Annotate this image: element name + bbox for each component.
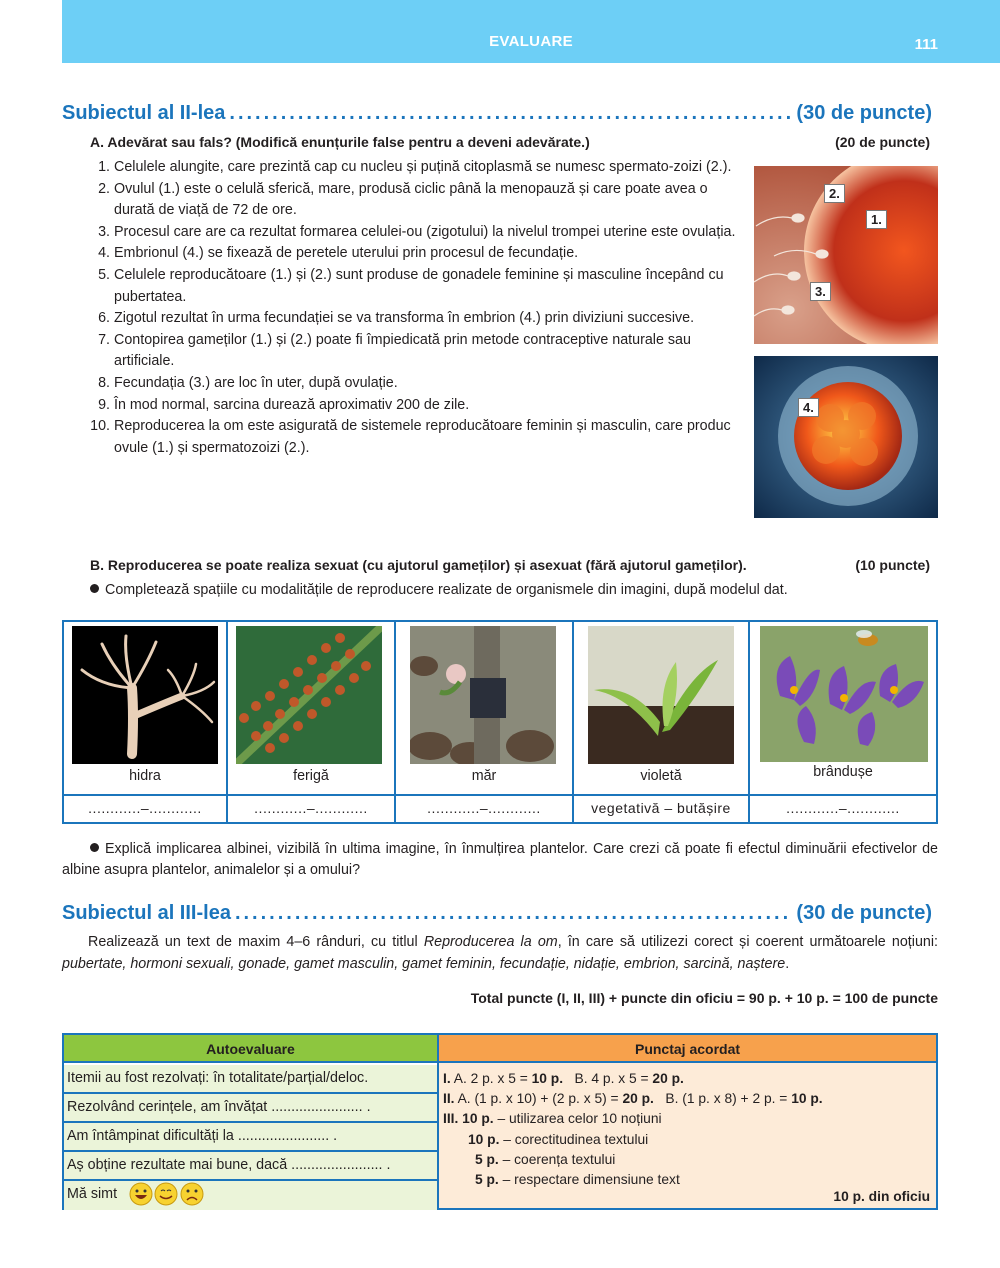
section-title: Subiectul al II-lea xyxy=(62,102,226,124)
list-item: 5. Celulele reproducătoare (1.) și (2.) sunt produse de gonadele feminine și masculine începând cu pubertatea. xyxy=(98,266,724,305)
organism-cell-crocus xyxy=(750,622,936,822)
organism-answer: ............–............ xyxy=(254,800,368,816)
bee-question xyxy=(62,839,938,881)
photo-label: 1. xyxy=(866,210,887,229)
bullet-dot xyxy=(90,843,99,852)
self-evaluation-header: Autoevaluare xyxy=(64,1035,437,1063)
smiling-face-icon xyxy=(155,1183,177,1205)
organisms-table xyxy=(62,620,938,824)
fern-image xyxy=(236,626,382,764)
score-line: II. A. (1 p. x 10) + (2 p. x 5) = 20 p. B. (1 p. x 8) + 2 p. = 10 p. xyxy=(443,1091,823,1107)
dot-leader xyxy=(235,902,792,925)
mood-icons xyxy=(129,1186,205,1202)
section-points: (30 de puncte) xyxy=(796,102,932,124)
header-band xyxy=(62,0,1000,63)
list-item: 6. Zigotul rezultat în urma fecundației se va transforma în embrion (4.) prin diviziuni succesive. xyxy=(98,310,695,327)
mood-row xyxy=(64,1181,437,1210)
embryo-photo xyxy=(754,356,938,518)
list-item: 3. Procesul care are ca rezultat formarea celulei-ou (zigotului) la nivelul trompei uterine este ovulația. xyxy=(98,223,736,240)
score-line: 10 p. – corectitudinea textului xyxy=(468,1131,649,1147)
crocus-bee-image xyxy=(760,626,928,762)
organism-cell-violet xyxy=(574,622,750,822)
score-breakdown xyxy=(443,1069,823,1190)
section-heading-3 xyxy=(62,902,932,925)
photo-label: 3. xyxy=(810,282,831,301)
part-b-instruction xyxy=(90,580,938,601)
organism-cell-hydra xyxy=(64,622,228,822)
sad-face-icon xyxy=(181,1183,203,1205)
task-text: Realizează un text de maxim 4–6 rânduri, cu titlul xyxy=(88,934,424,950)
organism-answer: ............–............ xyxy=(427,800,541,816)
section-title: Subiectul al III-lea xyxy=(62,902,231,924)
part-b-title: B. Reproducerea se poate realiza sexuat (cu ajutorul gameților) și asexuat (fără ajutorul gameților). xyxy=(90,557,747,573)
organism-answer: ............–............ xyxy=(786,800,900,816)
score-line: 5 p. – respectare dimensiune text xyxy=(475,1172,680,1188)
section-points: (30 de puncte) xyxy=(796,902,932,924)
true-false-list xyxy=(90,157,740,459)
evaluation-table xyxy=(62,1033,938,1210)
list-item: 10. Reproducerea la om este asigurată de sistemele reproducătoare feminin și masculin, care produc ovule (1.) și spermatozoizi (2.). xyxy=(90,418,731,456)
self-evaluation-column xyxy=(64,1035,439,1208)
list-item: 7. Contopirea gameților (1.) și (2.) poate fi împiedicată prin metode contraceptive naturale sau artificiale. xyxy=(98,331,691,370)
self-evaluation-row: Itemii au fost rezolvați: în totalitate/parțial/deloc. xyxy=(64,1065,437,1094)
list-item: 4. Embrionul (4.) se fixează de peretele uterului prin procesul de fecundație. xyxy=(98,245,579,262)
task-text: , în care să utilizezi corect și coerent următoarele noțiuni: xyxy=(557,934,938,950)
instruction-text: Completează spațiile cu modalitățile de reproducere realizate de organismele din imagini, după modelul dat. xyxy=(105,582,788,598)
score-line: III. 10 p. – utilizarea celor 10 noțiuni xyxy=(443,1111,662,1127)
organism-cell-fern xyxy=(228,622,396,822)
part-a-points: (20 de puncte) xyxy=(835,134,930,150)
dot-leader xyxy=(229,102,792,125)
list-item: 8. Fecundația (3.) are loc în uter, după ovulație. xyxy=(98,374,398,391)
hydra-image xyxy=(72,626,218,764)
photo-label: 4. xyxy=(798,398,819,417)
violet-cutting-image xyxy=(588,626,734,764)
self-evaluation-row: Rezolvând cerințele, am învățat ....................... . xyxy=(64,1094,437,1123)
organism-name: violetă xyxy=(640,768,682,784)
organism-answer: ............–............ xyxy=(88,800,202,816)
header-title: EVALUARE xyxy=(489,33,573,50)
score-header: Punctaj acordat xyxy=(439,1035,936,1063)
organism-name: brândușe xyxy=(813,764,873,780)
list-item: 1. Celulele alungite, care prezintă cap cu nucleu și puțină citoplasmă se numesc spermato-zoizi (2.). xyxy=(98,159,732,175)
list-item: 9. În mod normal, sarcina durează aproximativ 200 de zile. xyxy=(98,396,470,413)
total-points: Total puncte (I, II, III) + puncte din oficiu = 90 p. + 10 p. = 100 de puncte xyxy=(470,990,938,1006)
score-line: I. A. 2 p. x 5 = 10 p. B. 4 p. x 5 = 20 p. xyxy=(443,1071,684,1086)
photo-label: 2. xyxy=(824,184,845,203)
self-evaluation-row: Aș obține rezultate mai bune, dacă ....................... . xyxy=(64,1152,437,1181)
score-line: 5 p. – coerența textului xyxy=(475,1151,616,1167)
organism-cell-apple xyxy=(396,622,574,822)
task-terms: pubertate, hormoni sexuali, gonade, gamet masculin, gamet feminin, fecundație, nidație, embrion, sarcină, naștere xyxy=(62,955,786,972)
list-item: 2. Ovulul (1.) este o celulă sferică, mare, produsă ciclic până la menopauză și care poate avea o durată de viață de 72 de ore. xyxy=(98,180,708,219)
part-a-title: A. Adevărat sau fals? (Modifică enunțurile false pentru a deveni adevărate.) xyxy=(90,134,590,150)
official-points: 10 p. din oficiu xyxy=(833,1189,930,1204)
organism-name: ferigă xyxy=(293,768,329,784)
organism-name: măr xyxy=(471,768,497,784)
section-heading-2 xyxy=(62,102,932,125)
mood-label: Mă simt xyxy=(67,1186,118,1202)
score-column xyxy=(439,1035,936,1208)
task-title: Reproducerea la om xyxy=(423,934,558,950)
page-number: 111 xyxy=(914,36,938,53)
bullet-dot xyxy=(90,584,99,593)
apple-graft-image xyxy=(410,626,556,764)
part-b-points: (10 puncte) xyxy=(855,557,930,573)
bee-question-text: Explică implicarea albinei, vizibilă în ultima imagine, în înmulțirea plantelor. Care crezi că poate fi efectul diminuării efectivelor de albine asupra plantelor, animalelor și a omului? xyxy=(62,841,938,878)
subject-3-task xyxy=(62,932,938,975)
task-text: . xyxy=(785,955,790,972)
happy-face-icon xyxy=(130,1183,152,1205)
organism-name: hidra xyxy=(129,768,161,784)
self-evaluation-row: Am întâmpinat dificultăți la ....................... . xyxy=(64,1123,437,1152)
ovum-sperm-photo xyxy=(754,166,938,344)
organism-answer: vegetativă – butășire xyxy=(591,800,731,816)
